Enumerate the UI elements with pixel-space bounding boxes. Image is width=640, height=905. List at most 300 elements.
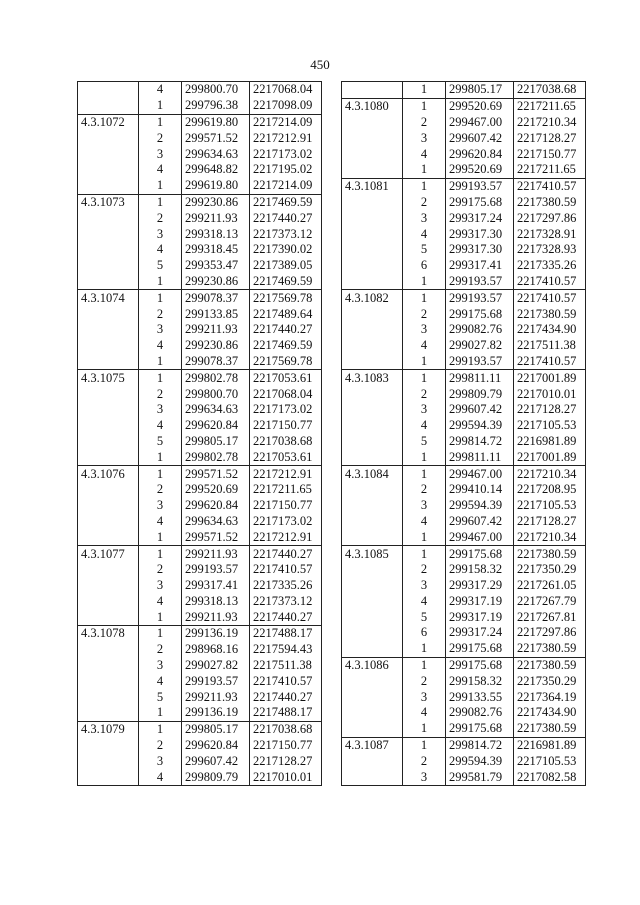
point-number-cell: 1 [156,353,164,368]
y-coordinate-cell: 2217053.61 [250,449,322,465]
y-coordinate-cell: 2217150.77 [514,146,586,162]
point-number-cell: 1 [403,82,446,99]
table-row [78,529,322,545]
point-number-cell: 3 [420,578,428,593]
x-coordinate-cell: 299809.79 [446,386,514,402]
y-coordinate-cell: 2217211.65 [514,98,586,114]
table-row [342,641,586,657]
x-coordinate-cell: 299607.42 [446,514,514,530]
object-id-cell: 4.3.1072 [78,114,139,130]
table-row [342,466,586,482]
x-coordinate-cell: 299211.93 [182,689,250,705]
point-number-cell: 1 [156,178,164,193]
table-row [342,753,586,769]
point-number-cell: 2 [156,210,164,225]
table-row [342,258,586,274]
point-number-cell: 4 [156,242,164,257]
point-number-cell: 1 [139,721,182,737]
x-coordinate-cell: 299317.30 [446,226,514,242]
y-coordinate-cell: 2217173.02 [250,146,322,162]
point-number-cell: 1 [156,449,164,464]
y-coordinate-cell: 2217211.65 [514,162,586,178]
x-coordinate-cell: 299078.37 [182,290,250,306]
object-id-cell [78,594,139,610]
y-coordinate-cell: 2217594.43 [250,642,322,658]
y-coordinate-cell: 2217489.64 [250,306,322,322]
x-coordinate-cell: 299193.57 [182,562,250,578]
x-coordinate-cell: 299317.24 [446,210,514,226]
object-id-cell: 4.3.1078 [78,626,139,642]
point-number-cell: 4 [156,673,164,688]
object-id-cell [78,482,139,498]
x-coordinate-cell: 299317.24 [446,625,514,641]
object-id-cell [342,514,403,530]
point-number-cell: 2 [420,753,428,768]
y-coordinate-cell: 2217210.34 [514,529,586,545]
table-row [78,114,322,130]
x-coordinate-cell: 299571.52 [182,529,250,545]
table-row [342,195,586,211]
y-coordinate-cell: 2217297.86 [514,625,586,641]
table-row [78,449,322,465]
object-id-cell [342,529,403,545]
point-number-cell: 4 [420,338,428,353]
y-coordinate-cell: 2216981.89 [514,434,586,450]
x-coordinate-cell: 299175.68 [446,195,514,211]
point-number-cell: 5 [420,242,428,257]
table-row [78,130,322,146]
y-coordinate-cell: 2217128.27 [514,514,586,530]
table-row [78,274,322,290]
point-number-cell: 3 [156,402,164,417]
point-number-cell: 2 [156,738,164,753]
x-coordinate-cell: 299193.57 [446,354,514,370]
object-id-cell [342,641,403,657]
x-coordinate-cell: 299078.37 [182,354,250,370]
object-id-cell [342,115,403,131]
x-coordinate-cell: 299619.80 [182,114,250,130]
x-coordinate-cell: 299136.19 [182,705,250,721]
y-coordinate-cell: 2217380.59 [514,306,586,322]
x-coordinate-cell: 299158.32 [446,562,514,578]
table-row [78,482,322,498]
object-id-cell [342,418,403,434]
point-number-cell: 3 [420,498,428,513]
point-number-cell: 2 [420,673,428,688]
x-coordinate-cell: 299648.82 [182,162,250,178]
y-coordinate-cell: 2217150.77 [250,418,322,434]
object-id-cell [342,609,403,625]
point-number-cell: 3 [156,322,164,337]
object-id-cell: 4.3.1087 [342,737,403,753]
table-row [78,258,322,274]
x-coordinate-cell: 299607.42 [182,753,250,769]
object-id-cell [78,162,139,178]
x-coordinate-cell: 299594.39 [446,753,514,769]
x-coordinate-cell: 299802.78 [182,370,250,386]
object-id-cell [78,609,139,625]
x-coordinate-cell: 299317.19 [446,609,514,625]
y-coordinate-cell: 2217210.34 [514,466,586,482]
y-coordinate-cell: 2217212.91 [250,529,322,545]
object-id-cell [342,753,403,769]
y-coordinate-cell: 2217128.27 [514,130,586,146]
table-row [78,498,322,514]
x-coordinate-cell: 299811.11 [446,449,514,465]
y-coordinate-cell: 2217434.90 [514,322,586,338]
coordinates-table-left [77,81,322,786]
point-number-cell: 4 [420,593,428,608]
y-coordinate-cell: 2217297.86 [514,210,586,226]
table-row [342,210,586,226]
object-id-cell: 4.3.1083 [342,370,403,386]
object-id-cell [78,434,139,450]
point-number-cell: 1 [156,98,164,113]
point-number-cell: 4 [156,162,164,177]
point-number-cell: 2 [156,482,164,497]
table-row [78,386,322,402]
x-coordinate-cell: 299027.82 [182,658,250,674]
x-coordinate-cell: 299193.57 [446,290,514,306]
table-row [342,482,586,498]
object-id-cell [78,98,139,114]
x-coordinate-cell: 299467.00 [446,115,514,131]
y-coordinate-cell: 2217150.77 [250,738,322,754]
object-id-cell [342,482,403,498]
object-id-cell: 4.3.1074 [78,290,139,306]
y-coordinate-cell: 2217410.57 [514,290,586,306]
point-number-cell: 4 [420,705,428,720]
point-number-cell: 5 [156,258,164,273]
point-number-cell: 1 [403,657,446,673]
y-coordinate-cell: 2217173.02 [250,514,322,530]
point-number-cell: 1 [156,705,164,720]
y-coordinate-cell: 2217053.61 [250,370,322,386]
x-coordinate-cell: 299317.19 [446,594,514,610]
object-id-cell [342,146,403,162]
point-number-cell: 1 [139,290,182,306]
y-coordinate-cell: 2217267.81 [514,609,586,625]
object-id-cell [78,354,139,370]
x-coordinate-cell: 299467.00 [446,466,514,482]
x-coordinate-cell: 299193.57 [446,274,514,290]
x-coordinate-cell: 299620.84 [182,738,250,754]
x-coordinate-cell: 299230.86 [182,194,250,210]
point-number-cell: 3 [156,498,164,513]
point-number-cell: 1 [139,546,182,562]
x-coordinate-cell: 299158.32 [446,673,514,689]
object-id-cell [342,689,403,705]
object-id-cell: 4.3.1073 [78,194,139,210]
x-coordinate-cell: 299353.47 [182,258,250,274]
table-row [78,594,322,610]
point-number-cell: 1 [139,114,182,130]
coordinates-table-right [341,81,586,786]
point-number-cell: 1 [420,529,428,544]
table-row [78,290,322,306]
x-coordinate-cell: 299318.45 [182,242,250,258]
x-coordinate-cell: 299805.17 [446,82,514,99]
object-id-cell [78,402,139,418]
object-id-cell [78,658,139,674]
table-row [342,370,586,386]
table-row [342,418,586,434]
x-coordinate-cell: 299211.93 [182,210,250,226]
x-coordinate-cell: 299809.79 [182,769,250,785]
y-coordinate-cell: 2217389.05 [250,258,322,274]
point-number-cell: 1 [139,194,182,210]
x-coordinate-cell: 299607.42 [446,130,514,146]
point-number-cell: 4 [156,513,164,528]
y-coordinate-cell: 2217267.79 [514,594,586,610]
y-coordinate-cell: 2217364.19 [514,689,586,705]
point-number-cell: 6 [420,625,428,640]
point-number-cell: 1 [139,466,182,482]
object-id-cell [78,130,139,146]
object-id-cell [78,146,139,162]
object-id-cell: 4.3.1082 [342,290,403,306]
point-number-cell: 3 [420,689,428,704]
table-row [342,657,586,673]
point-number-cell: 5 [156,433,164,448]
table-row [78,322,322,338]
table-row [342,338,586,354]
y-coordinate-cell: 2217380.59 [514,721,586,737]
table-row [78,689,322,705]
table-row [78,370,322,386]
point-number-cell: 1 [420,721,428,736]
object-id-cell: 4.3.1084 [342,466,403,482]
point-number-cell: 3 [420,769,428,784]
y-coordinate-cell: 2217038.68 [250,434,322,450]
point-number-cell: 1 [403,178,446,194]
table-row [78,642,322,658]
x-coordinate-cell: 299410.14 [446,482,514,498]
object-id-cell: 4.3.1085 [342,546,403,562]
y-coordinate-cell: 2217010.01 [250,769,322,785]
table-row [342,178,586,194]
object-id-cell [342,498,403,514]
object-id-cell [78,242,139,258]
y-coordinate-cell: 2217335.26 [514,258,586,274]
object-id-cell [342,769,403,785]
object-id-cell [342,721,403,737]
table-row [342,226,586,242]
table-row [342,578,586,594]
y-coordinate-cell: 2217098.09 [250,98,322,114]
object-id-cell: 4.3.1076 [78,466,139,482]
table-row [78,705,322,721]
table-row [342,562,586,578]
y-coordinate-cell: 2217410.57 [514,178,586,194]
x-coordinate-cell: 299230.86 [182,274,250,290]
table-row [342,609,586,625]
point-number-cell: 1 [420,162,428,177]
object-id-cell [342,338,403,354]
table-row [78,242,322,258]
x-coordinate-cell: 299805.17 [182,434,250,450]
x-coordinate-cell: 299027.82 [446,338,514,354]
table-row [342,434,586,450]
object-id-cell [342,162,403,178]
y-coordinate-cell: 2217001.89 [514,449,586,465]
y-coordinate-cell: 2217390.02 [250,242,322,258]
x-coordinate-cell: 299193.57 [182,673,250,689]
table-row [78,753,322,769]
page-number: 450 [310,57,330,72]
point-number-cell: 3 [156,658,164,673]
object-id-cell [78,498,139,514]
object-id-cell [342,594,403,610]
x-coordinate-cell: 299594.39 [446,498,514,514]
x-coordinate-cell: 299318.13 [182,594,250,610]
x-coordinate-cell: 299175.68 [446,657,514,673]
point-number-cell: 2 [156,386,164,401]
point-number-cell: 1 [420,641,428,656]
x-coordinate-cell: 299317.41 [182,578,250,594]
x-coordinate-cell: 299520.69 [446,98,514,114]
object-id-cell [342,402,403,418]
table-row [342,737,586,753]
table-row [342,130,586,146]
object-id-cell: 4.3.1080 [342,98,403,114]
y-coordinate-cell: 2217214.09 [250,114,322,130]
table-row [342,705,586,721]
y-coordinate-cell: 2217328.93 [514,242,586,258]
object-id-cell [78,210,139,226]
object-id-cell [78,769,139,785]
object-id-cell [342,449,403,465]
point-number-cell: 3 [156,753,164,768]
y-coordinate-cell: 2217434.90 [514,705,586,721]
x-coordinate-cell: 299211.93 [182,609,250,625]
point-number-cell: 1 [156,529,164,544]
table-row [78,562,322,578]
y-coordinate-cell: 2217105.53 [514,498,586,514]
object-id-cell [78,338,139,354]
table-row [342,402,586,418]
point-number-cell: 3 [156,226,164,241]
table-row [78,418,322,434]
point-number-cell: 2 [420,194,428,209]
point-number-cell: 1 [403,370,446,386]
object-id-cell [342,705,403,721]
table-row [78,609,322,625]
point-number-cell: 4 [139,82,182,98]
y-coordinate-cell: 2217440.27 [250,689,322,705]
point-number-cell: 2 [156,130,164,145]
y-coordinate-cell: 2217350.29 [514,673,586,689]
y-coordinate-cell: 2217328.91 [514,226,586,242]
y-coordinate-cell: 2217038.68 [514,82,586,99]
y-coordinate-cell: 2217410.57 [250,562,322,578]
x-coordinate-cell: 299571.52 [182,130,250,146]
object-id-cell [342,673,403,689]
x-coordinate-cell: 299175.68 [446,306,514,322]
point-number-cell: 3 [420,402,428,417]
object-id-cell [342,306,403,322]
table-row [78,146,322,162]
point-number-cell: 5 [420,433,428,448]
object-id-cell [78,529,139,545]
table-row [342,115,586,131]
x-coordinate-cell: 299175.68 [446,721,514,737]
point-number-cell: 1 [420,353,428,368]
object-id-cell [342,226,403,242]
y-coordinate-cell: 2217410.57 [514,354,586,370]
x-coordinate-cell: 299175.68 [446,641,514,657]
table-row [78,98,322,114]
x-coordinate-cell: 299594.39 [446,418,514,434]
point-number-cell: 1 [139,370,182,386]
table-row [78,514,322,530]
point-number-cell: 2 [420,114,428,129]
table-row [78,673,322,689]
x-coordinate-cell: 299800.70 [182,82,250,98]
x-coordinate-cell: 299133.55 [446,689,514,705]
y-coordinate-cell: 2217380.59 [514,657,586,673]
y-coordinate-cell: 2217105.53 [514,753,586,769]
y-coordinate-cell: 2217212.91 [250,466,322,482]
table-row [78,466,322,482]
object-id-cell [78,705,139,721]
point-number-cell: 1 [403,98,446,114]
x-coordinate-cell: 299634.63 [182,402,250,418]
y-coordinate-cell: 2217173.02 [250,402,322,418]
object-id-cell [78,514,139,530]
point-number-cell: 1 [403,290,446,306]
table-row [342,594,586,610]
y-coordinate-cell: 2217380.59 [514,195,586,211]
y-coordinate-cell: 2217410.57 [250,673,322,689]
point-number-cell: 4 [156,418,164,433]
object-id-cell [78,306,139,322]
y-coordinate-cell: 2217380.59 [514,546,586,562]
table-row [342,546,586,562]
y-coordinate-cell: 2217440.27 [250,609,322,625]
x-coordinate-cell: 299634.63 [182,514,250,530]
y-coordinate-cell: 2217511.38 [250,658,322,674]
table-row [78,658,322,674]
table-row [78,434,322,450]
y-coordinate-cell: 2217488.17 [250,705,322,721]
object-id-cell [78,178,139,194]
x-coordinate-cell: 299230.86 [182,338,250,354]
object-id-cell [342,434,403,450]
y-coordinate-cell: 2217569.78 [250,290,322,306]
y-coordinate-cell: 2217488.17 [250,626,322,642]
y-coordinate-cell: 2217068.04 [250,82,322,98]
y-coordinate-cell: 2217010.01 [514,386,586,402]
x-coordinate-cell: 299520.69 [446,162,514,178]
y-coordinate-cell: 2217569.78 [250,354,322,370]
table-row [78,194,322,210]
table-row [342,162,586,178]
x-coordinate-cell: 299133.85 [182,306,250,322]
x-coordinate-cell: 299082.76 [446,705,514,721]
point-number-cell: 5 [156,689,164,704]
point-number-cell: 1 [156,609,164,624]
table-row [78,769,322,785]
object-id-cell: 4.3.1086 [342,657,403,673]
y-coordinate-cell: 2217373.12 [250,226,322,242]
x-coordinate-cell: 299467.00 [446,529,514,545]
object-id-cell [78,689,139,705]
table-row [78,546,322,562]
y-coordinate-cell: 2217410.57 [514,274,586,290]
point-number-cell: 3 [420,210,428,225]
object-id-cell [342,195,403,211]
